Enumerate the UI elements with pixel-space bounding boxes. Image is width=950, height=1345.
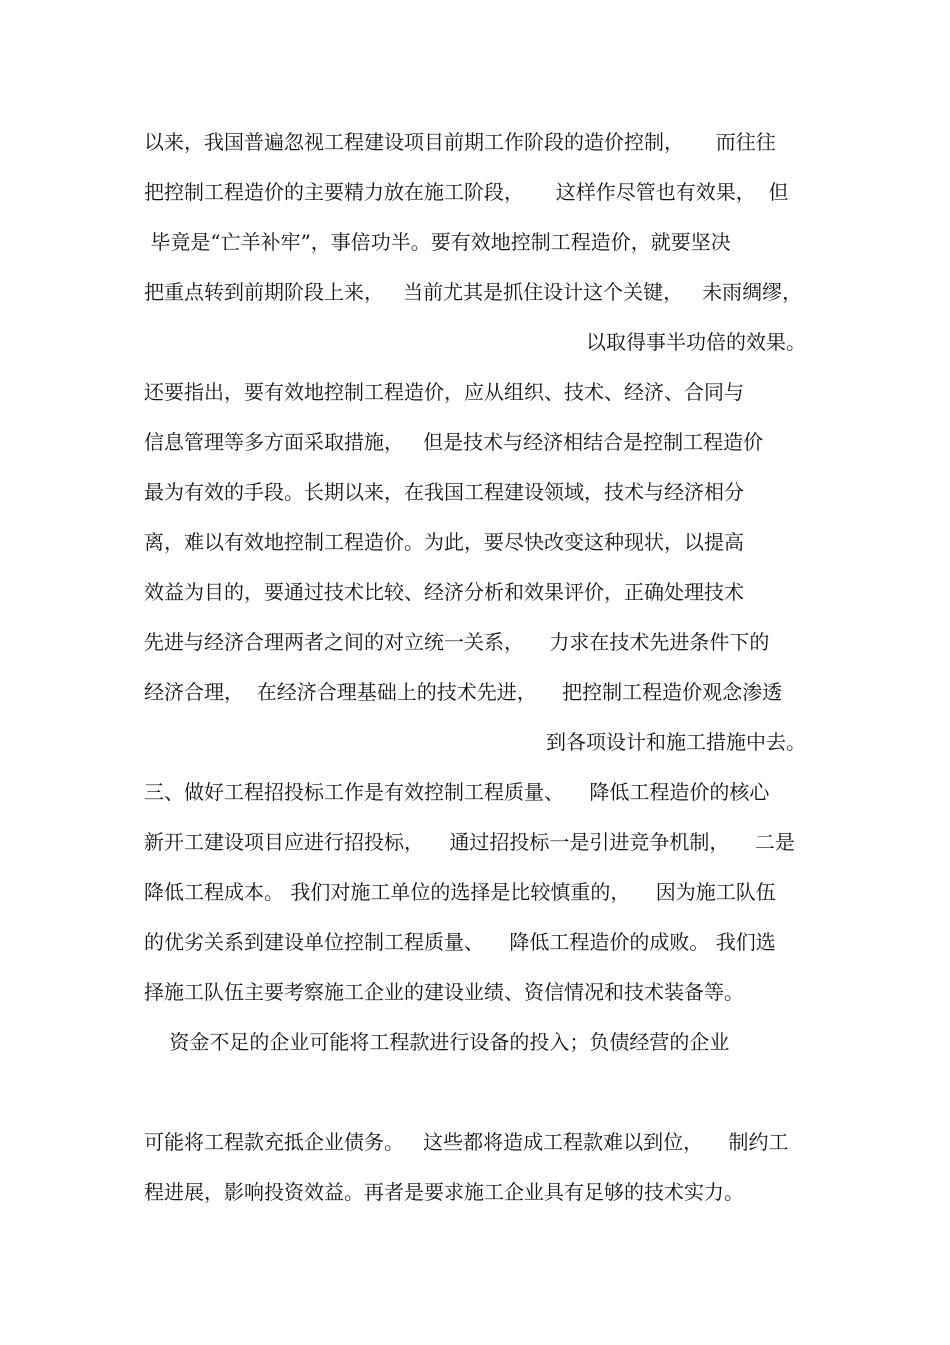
text-line: 以取得事半功倍的效果。 [586, 330, 806, 354]
text-line: 降低工程成本。 我们对施工单位的选择是比较慎重的， 因为施工队伍 [144, 880, 776, 904]
text-line: 可能将工程款充抵企业债务。 这些都将造成工程款难以到位， 制约工 [144, 1130, 789, 1154]
text-line: 经济合理， 在经济合理基础上的技术先进， 把控制工程造价观念渗透 [144, 680, 783, 704]
text-line: 的优劣关系到建设单位控制工程质量、 降低工程造价的成败。 我们选 [144, 930, 776, 954]
text-line: 把控制工程造价的主要精力放在施工阶段， 这样作尽管也有效果， 但 [144, 180, 789, 204]
text-line: 资金不足的企业可能将工程款进行设备的投入；负债经营的企业 [144, 1030, 730, 1054]
text-line: 三、做好工程招投标工作是有效控制工程质量、 降低工程造价的核心 [144, 780, 770, 804]
text-line: 把重点转到前期阶段上来， 当前尤其是抓住设计这个关键， 未雨绸缪， [144, 280, 803, 304]
text-line: 新开工建设项目应进行招投标， 通过招投标一是引进竞争机制， 二是 [144, 830, 795, 854]
text-line: 效益为目的，要通过技术比较、经济分析和效果评价，正确处理技术 [144, 580, 744, 604]
text-line: 到各项设计和施工措施中去。 [546, 730, 806, 754]
text-line: 程进展，影响投资效益。再者是要求施工企业具有足够的技术实力。 [144, 1180, 744, 1204]
text-line: 择施工队伍主要考察施工企业的建设业绩、资信情况和技术装备等。 [144, 980, 744, 1004]
text-line: 以来，我国普遍忽视工程建设项目前期工作阶段的造价控制， 而往往 [144, 130, 776, 154]
text-line: 信息管理等多方面采取措施， 但是技术与经济相结合是控制工程造价 [144, 430, 764, 454]
text-line: 最为有效的手段。长期以来，在我国工程建设领域，技术与经济相分 [144, 480, 744, 504]
text-line: 还要指出，要有效地控制工程造价，应从组织、技术、经济、合同与 [144, 380, 744, 404]
text-line: 离，难以有效地控制工程造价。为此，要尽快改变这种现状，以提高 [144, 530, 744, 554]
text-line: 先进与经济合理两者之间的对立统一关系， 力求在技术先进条件下的 [144, 630, 770, 654]
text-line: 毕竟是“亡羊补牢”，事倍功半。要有效地控制工程造价，就要坚决 [144, 230, 731, 254]
